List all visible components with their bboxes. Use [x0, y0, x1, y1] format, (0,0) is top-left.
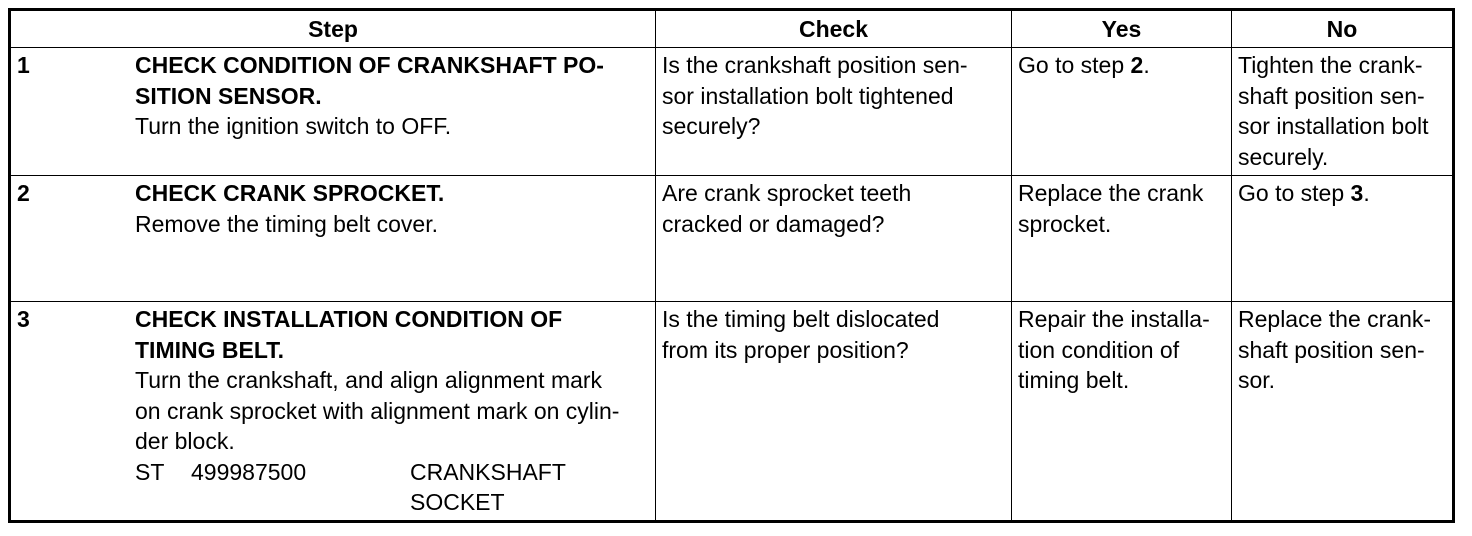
step-reference: 2 — [1130, 52, 1144, 78]
no-cell — [1232, 48, 1454, 176]
yes-cell — [1012, 176, 1232, 302]
check-cell — [656, 302, 1012, 522]
step-cell — [10, 48, 656, 176]
step-number: 3 — [17, 306, 30, 332]
step-number: 1 — [17, 52, 30, 78]
header-step: Step — [10, 10, 656, 48]
step-title-line: CHECK INSTALLATION CONDITION OF — [135, 306, 563, 332]
step-instruction-line: on crank sprocket with alignment mark on cylin- — [135, 397, 620, 424]
yes-line: Repair the installa- — [1018, 306, 1210, 332]
table-row — [10, 302, 1454, 522]
special-tool-label: ST — [135, 458, 165, 485]
no-text-end: . — [1363, 180, 1370, 206]
special-tool-code: 499987500 — [191, 458, 307, 485]
no-line: securely. — [1238, 143, 1329, 170]
no-line: Tighten the crank- — [1238, 52, 1423, 78]
special-tool-name: SOCKET — [410, 488, 505, 515]
special-tool-row — [135, 457, 649, 487]
header-yes: Yes — [1012, 10, 1232, 48]
yes-line: Replace the crank — [1018, 180, 1204, 206]
header-row — [10, 10, 1454, 48]
check-line: Are crank sprocket teeth — [662, 180, 912, 206]
yes-line: timing belt. — [1018, 367, 1130, 393]
check-line: cracked or damaged? — [662, 210, 885, 237]
check-line: from its proper position? — [662, 336, 909, 363]
step-cell — [10, 176, 656, 302]
check-line: securely? — [662, 113, 761, 139]
header-no: No — [1232, 10, 1454, 48]
diagnostic-table — [8, 8, 1455, 523]
check-line: sor installation bolt tightened — [662, 82, 954, 109]
header-check: Check — [656, 10, 1012, 48]
table-row — [10, 176, 1454, 302]
check-cell — [656, 176, 1012, 302]
no-line: sor. — [1238, 367, 1276, 393]
table-row — [10, 48, 1454, 176]
no-cell — [1232, 176, 1454, 302]
step-instruction-line: der block. — [135, 428, 235, 454]
step-number: 2 — [17, 180, 30, 206]
no-text: Go to step — [1238, 180, 1351, 206]
yes-cell — [1012, 302, 1232, 522]
yes-cell — [1012, 48, 1232, 176]
no-line: sor installation bolt — [1238, 113, 1429, 139]
check-line: Is the crankshaft position sen- — [662, 52, 968, 78]
check-line: Is the timing belt dislocated — [662, 306, 940, 332]
no-cell — [1232, 302, 1454, 522]
step-title-line: CHECK CONDITION OF CRANKSHAFT PO- — [135, 52, 604, 78]
yes-text-end: . — [1143, 52, 1150, 78]
no-line: Replace the crank- — [1238, 306, 1432, 332]
step-title-line: TIMING BELT. — [135, 336, 285, 363]
special-tool-name: CRANKSHAFT — [410, 458, 566, 485]
step-reference: 3 — [1350, 180, 1364, 206]
step-title-line: CHECK CRANK SPROCKET. — [135, 180, 445, 206]
no-line: shaft position sen- — [1238, 336, 1425, 363]
step-title-line: SITION SENSOR. — [135, 82, 322, 109]
yes-line: tion condition of — [1018, 336, 1180, 363]
step-instruction-line: Turn the crankshaft, and align alignment mark — [135, 367, 603, 393]
step-instruction-line: Turn the ignition switch to OFF. — [135, 113, 452, 139]
no-line: shaft position sen- — [1238, 82, 1425, 109]
special-tool-row — [135, 487, 649, 517]
step-instruction-line: Remove the timing belt cover. — [135, 210, 438, 237]
yes-text: Go to step — [1018, 52, 1131, 78]
check-cell — [656, 48, 1012, 176]
step-cell — [10, 302, 656, 522]
yes-line: sprocket. — [1018, 210, 1112, 237]
